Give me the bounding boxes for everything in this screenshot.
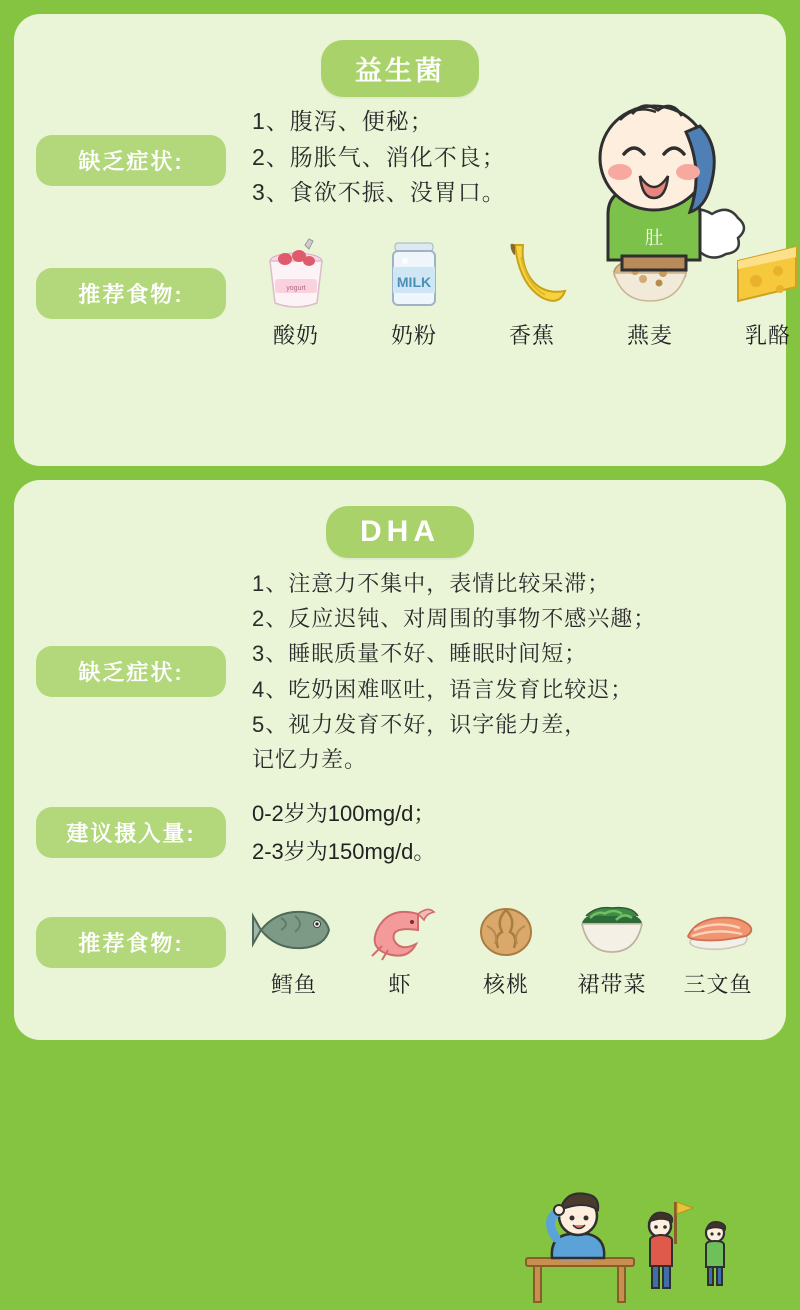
symptom-line: 1、腹泻、便秘；: [252, 108, 434, 134]
dha-symptom-list: [238, 566, 656, 777]
label-recommended-intake: 建议摄入量:: [36, 807, 226, 858]
section-title-probiotics: 益生菌: [321, 40, 479, 97]
symptom-line: 5、视力发育不好，识字能力差，: [252, 711, 588, 737]
svg-text:MILK: MILK: [396, 273, 432, 290]
milk-powder-can-icon: [366, 237, 462, 311]
intake-line: 2-3岁为150mg/d。: [252, 838, 436, 864]
yogurt-cup-icon: [248, 237, 344, 311]
seaweed-bowl-icon: [566, 886, 658, 960]
food-name: 奶粉: [390, 322, 437, 348]
salmon-sushi-icon: [672, 886, 764, 960]
food-item: [672, 886, 764, 999]
food-item: [460, 886, 552, 999]
svg-text:肚: 肚: [645, 228, 663, 248]
symptom-line: 2、反应迟钝、对周围的事物不感兴趣；: [252, 606, 657, 632]
food-item: [566, 886, 658, 999]
walnut-icon: [460, 886, 552, 960]
dha-intake-list: [238, 795, 435, 870]
shrimp-icon: [354, 886, 446, 960]
intake-line: 0-2岁为100mg/d；: [252, 801, 436, 827]
food-name: 香蕉: [508, 322, 555, 348]
symptom-line: 1、注意力不集中，表情比较呆滞；: [252, 571, 611, 596]
symptom-line: 4、吃奶困难呕吐，语言发育比较迟；: [252, 676, 634, 702]
food-item: [366, 237, 462, 350]
crying-baby-icon: [560, 96, 750, 286]
food-name: 裙带菜: [577, 971, 647, 997]
food-name: 乳酪: [744, 322, 791, 348]
dha-intake-row: [36, 795, 764, 870]
label-recommended-foods: 推荐食物:: [36, 917, 226, 968]
dha-symptom-row: [36, 566, 764, 777]
section-card-probiotics: [14, 14, 791, 466]
boy-at-desk-icon: [516, 1180, 746, 1310]
food-name: 三文鱼: [683, 971, 753, 997]
dha-food-row: [36, 886, 764, 999]
label-deficiency-symptoms: 缺乏症状:: [36, 646, 226, 697]
label-recommended-foods: 推荐食物:: [36, 268, 226, 319]
food-name: 虾: [388, 971, 412, 997]
dha-food-list: [238, 886, 764, 999]
symptom-line: 3、睡眠质量不好、睡眠时间短；: [252, 641, 588, 667]
food-name: 核桃: [482, 971, 529, 997]
probiotics-symptom-list: [238, 104, 506, 211]
food-name: 燕麦: [626, 322, 673, 348]
food-item: [248, 237, 344, 350]
label-deficiency-symptoms: 缺乏症状:: [36, 135, 226, 186]
symptom-line: 记忆力差。: [252, 746, 368, 772]
food-item: [248, 886, 340, 999]
cod-fish-icon: [248, 886, 340, 960]
food-name: 鳕鱼: [270, 971, 317, 997]
symptom-line: 2、肠胀气、消化不良；: [252, 143, 506, 170]
section-title-dha: DHA: [326, 506, 474, 558]
food-item: [354, 886, 446, 999]
food-name: 酸奶: [272, 322, 319, 348]
symptom-line: 3、食欲不振、没胃口。: [252, 179, 506, 206]
section-card-dha: [14, 480, 786, 1040]
svg-text:yogurt: yogurt: [286, 284, 306, 292]
